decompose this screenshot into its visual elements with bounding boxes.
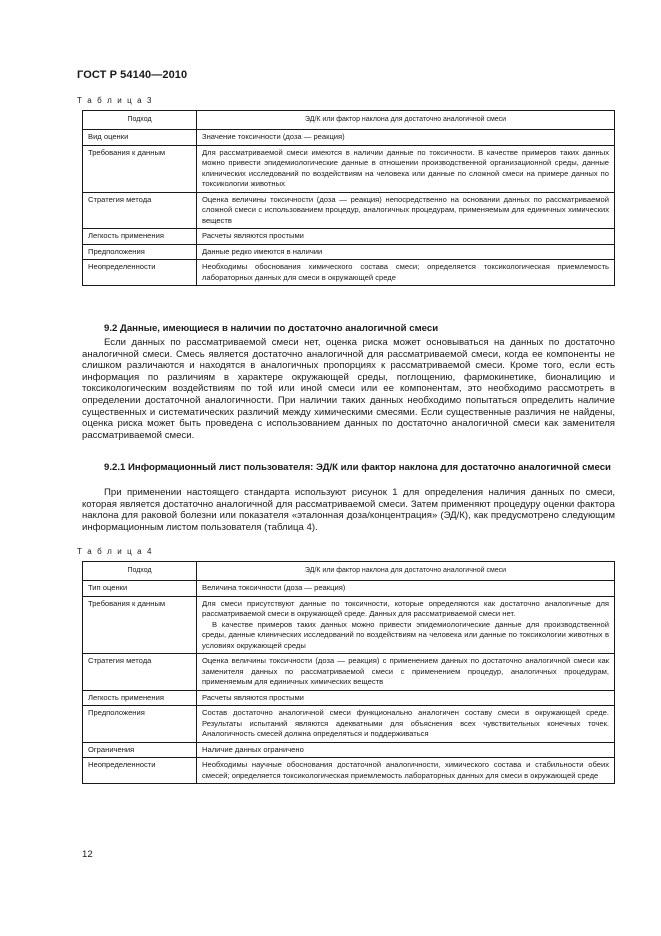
table3-header-method: ЭД/К или фактор наклона для достаточно аналогичной смеси [197,111,615,130]
row-value: Наличие данных ограничено [197,742,615,758]
row-label: Неопределенности [83,758,197,784]
document-code-header: ГОСТ Р 54140—2010 [77,69,188,81]
section-9-2-heading: 9.2 Данные, имеющиеся в наличии по достаточно аналогичной смеси [104,323,439,334]
table3-caption: Т а б л и ц а 3 [77,96,154,105]
table-row [83,145,615,192]
section-9-2-1-paragraph: При применении настоящего стандарта используют рисунок 1 для определения наличия данных по смеси, которая является достаточно аналогичной для рассматриваемой смеси. Затем применяют процедуру оценки фактора наклона для раковой болезни или показателя «эталонная доза/концентрация» (ЭД/К), как предусмотрено следующим информационным листом пользователя (таблица 4). [82,487,615,533]
row-value: Необходимы обоснования химического состава смеси; определяется токсикологическая приемлемость лабораторных данных для смеси в окружающей среде [197,260,615,286]
section-9-2-paragraph: Если данных по рассматриваемой смеси нет, оценка риска может основываться на данных по достаточно аналогичной смеси. Смесь является достаточно аналогичной для рассматриваемой смеси, когда ее компоненты не слишком различаются и находятся в аналогичных пропорциях к рассматриваемой смеси. Кроме того, если есть информация по различиям в характере окружающей среды, поглощению, фармокинетике, бионалицию и токсикологическим воздействиям по той или иной смеси или ее компонентам, это необходимо рассмотреть в определении достаточной аналогичности. При наличии таких данных необходимо попытаться определить наличие существенных и систематических различий между химическими смесями. Если существенные различия не найдены, оценка риска может быть проведена с использованием данных по достаточно аналогичной смеси как заменителя рассматриваемой смеси. [82,337,615,441]
table4-header-approach: Подход [83,562,197,581]
section-9-2-1-body [82,487,615,533]
section-9-2-1-heading-text: 9.2.1 Информационный лист пользователя: ЭД/К или фактор наклона для достаточно аналогичной смеси [104,462,611,473]
page-number: 12 [82,849,93,860]
table-row [83,706,615,743]
row-label: Требования к данным [83,145,197,192]
row-value: Для рассматриваемой смеси имеются в наличии данные по токсичности. В качестве примеров таких данных можно привести эпидемиологические данные в отношении производственной организационной среды, данные клинических исследований по воздействиям на человека или данные по сложной смеси на примере данных по токсикологии животных [197,145,615,192]
section-9-2-body [82,337,615,441]
row-value: Расчеты являются простыми [197,229,615,245]
row-label: Требования к данным [83,596,197,654]
table-row [83,758,615,784]
row-value: Состав достаточно аналогичной смеси функционально аналогичен составу смеси в окружающей среде. Результаты испытаний являются адекватными для объяснения всех чувствительных конечных точек. Аналогичность смесей должна определяться и поддерживаться [197,706,615,743]
table3 [82,110,615,286]
table4 [82,561,615,784]
table-row [83,229,615,245]
row-value [197,596,615,654]
table3-header-row [83,111,615,130]
table4-header-row [83,562,615,581]
row-label: Неопределенности [83,260,197,286]
row-value: Значение токсичности (доза — реакция) [197,130,615,146]
table4-header-method: ЭД/К или фактор наклона для достаточно аналогичной смеси [197,562,615,581]
row-value: Необходимы научные обоснования достаточной аналогичности, химического состава и стабильности обеих смесей; определяется токсикологическая приемлемость лабораторных данных для смеси в окружающей среде [197,758,615,784]
row-label: Стратегия метода [83,654,197,691]
row-label: Тип оценки [83,581,197,597]
section-9-2-1-heading [104,462,615,474]
table-row [83,192,615,229]
row-value: Оценка величины токсичности (доза — реакция) с применением данных по достаточно аналогичной смеси как заменителя данных по рассматриваемой смеси с применением процедур, аналогичных процедурам, применяемым для единичных химических веществ [197,654,615,691]
row-label: Легкость применения [83,229,197,245]
row-label: Предположения [83,706,197,743]
row-value: Величина токсичности (доза — реакция) [197,581,615,597]
row-value: Данные редко имеются в наличии [197,244,615,260]
table-row [83,742,615,758]
table-row [83,690,615,706]
table4-caption: Т а б л и ц а 4 [77,547,154,556]
row-label: Легкость применения [83,690,197,706]
table-row [83,596,615,654]
table-row [83,581,615,597]
row-value-part-2: В качестве примеров таких данных можно привести эпидемиологические данные для производственной среды, данные клинических исследований по воздействиям на человека или данные по токсикологии животных в условиях окружающей среды [202,619,609,650]
row-label: Стратегия метода [83,192,197,229]
row-label: Вид оценки [83,130,197,146]
table-row [83,654,615,691]
row-value: Оценка величины токсичности (доза — реакция) непосредственно на основании данных по рассматриваемой сложной смеси с использованием процедур, аналогичных процедурам, применяемым для единичных химических веществ [197,192,615,229]
row-value: Расчеты являются простыми [197,690,615,706]
row-label: Предположения [83,244,197,260]
table3-header-approach: Подход [83,111,197,130]
row-value-part-1: Для смеси присутствуют данные по токсичности, которые определяются как достаточно аналогичные для рассматриваемой смеси в окружающей среде. Данных для рассматриваемой смеси нет. [202,598,609,618]
row-label: Ограничения [83,742,197,758]
table-row [83,130,615,146]
table-row [83,244,615,260]
table-row [83,260,615,286]
